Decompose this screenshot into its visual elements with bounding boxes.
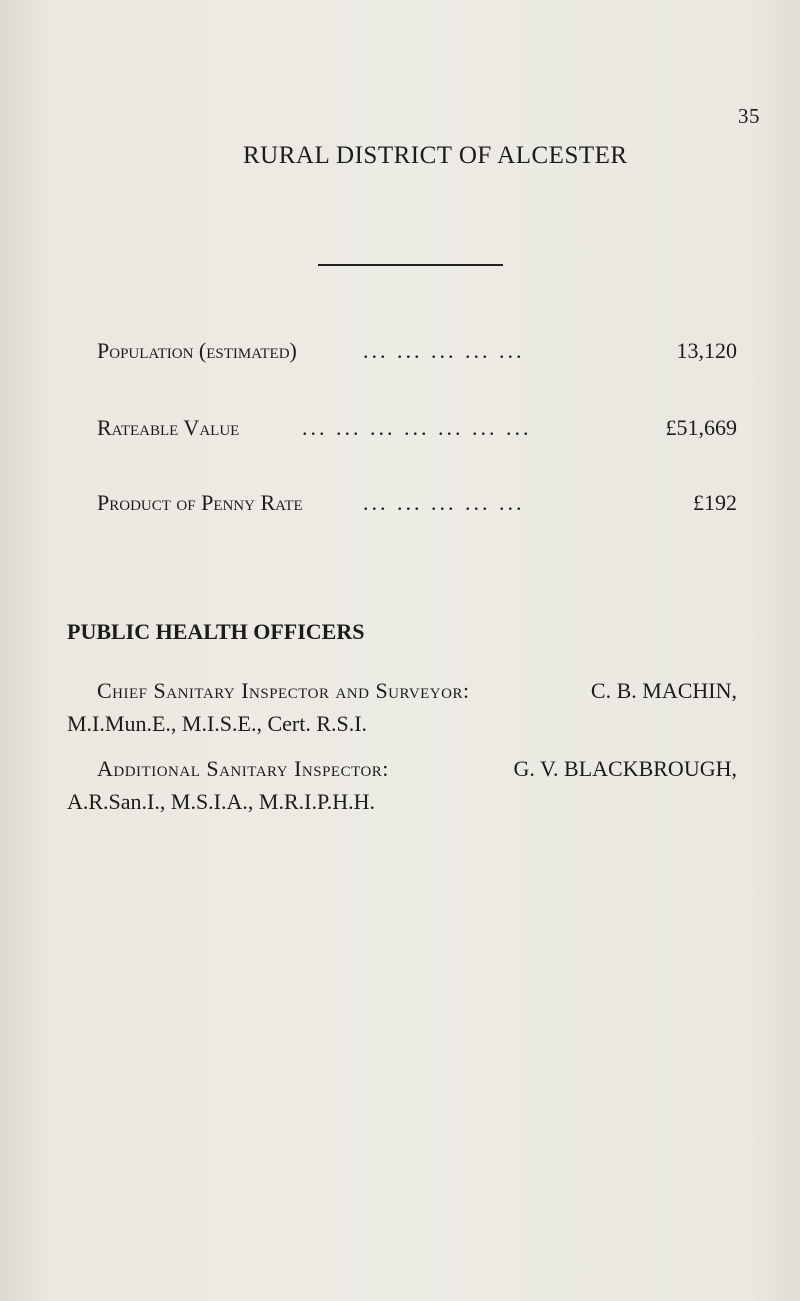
officer-name: C. B. MACHIN,: [590, 678, 737, 703]
officer-role: Additional Sanitary Inspector:: [97, 756, 389, 781]
stats-label: Product of Penny Rate: [97, 490, 303, 515]
stats-value: £192: [693, 490, 737, 515]
stats-label: Population (estimated): [97, 338, 297, 363]
officer-role-line: [67, 674, 737, 707]
stats-value: 13,120: [676, 338, 737, 363]
dot-leader: ... ... ... ... ... ... ...: [302, 415, 532, 440]
section-heading: PUBLIC HEALTH OFFICERS: [67, 619, 365, 644]
dot-leader: ... ... ... ... ...: [363, 338, 525, 363]
stats-row-rateable-value: [97, 415, 737, 447]
stats-row-population: [97, 338, 737, 370]
officer-name: G. V. BLACKBROUGH,: [513, 756, 737, 781]
officer-qualifications: A.R.San.I., M.S.I.A., M.R.I.P.H.H.: [67, 789, 376, 814]
dot-leader: ... ... ... ... ...: [363, 490, 525, 515]
officer-qualifications: M.I.Mun.E., M.I.S.E., Cert. R.S.I.: [67, 711, 368, 736]
title-divider: [318, 264, 503, 266]
page-title: RURAL DISTRICT OF ALCESTER: [243, 142, 628, 169]
stats-row-penny-rate: [97, 490, 737, 522]
page-number: 35: [738, 104, 760, 128]
officer-role: Chief Sanitary Inspector and Surveyor:: [97, 678, 470, 703]
officer-entry-chief-inspector: [67, 674, 737, 740]
stats-label: Rateable Value: [97, 415, 240, 440]
officer-role-line: [67, 752, 737, 785]
stats-value: £51,669: [665, 415, 737, 440]
officer-entry-additional-inspector: [67, 752, 737, 818]
